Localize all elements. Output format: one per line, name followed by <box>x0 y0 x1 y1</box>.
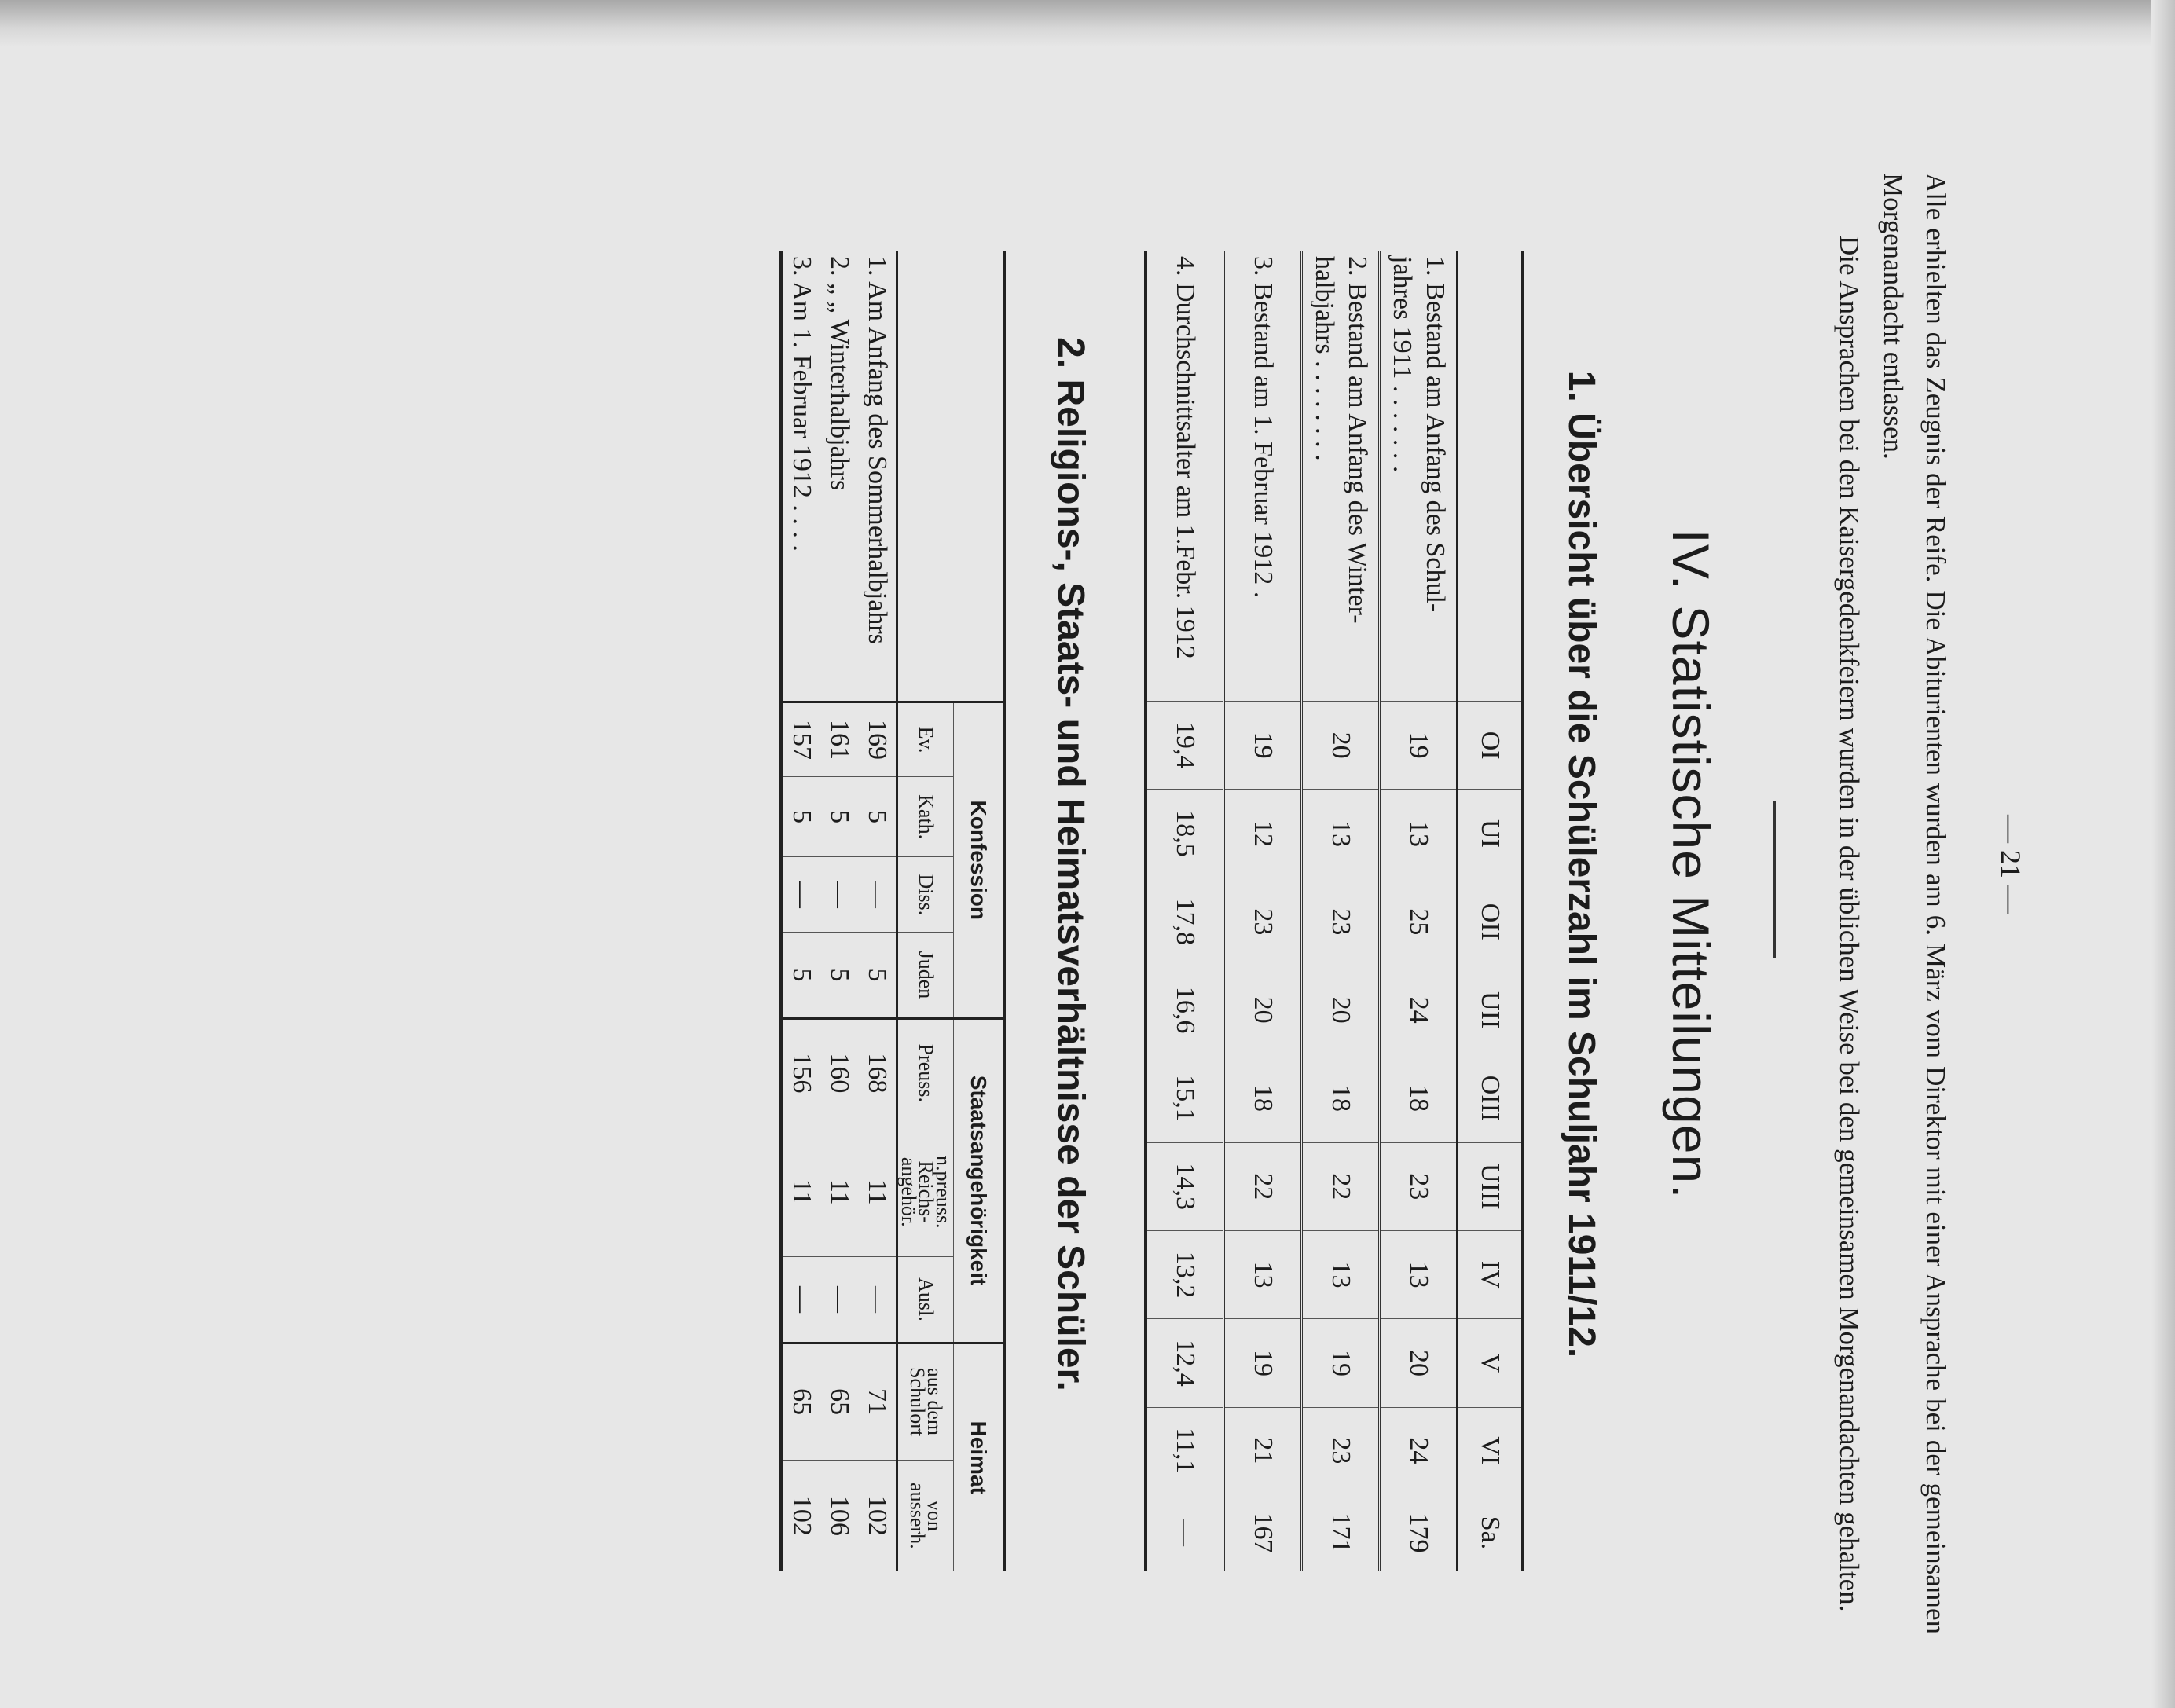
table-cell: — <box>820 857 858 933</box>
table-cell: 11 <box>858 1127 897 1257</box>
table-row <box>1224 251 1302 1571</box>
table-cell: 24 <box>1380 1407 1458 1494</box>
table-row <box>1380 251 1458 1571</box>
table-cell: 21 <box>1224 1407 1302 1494</box>
paragraph-abiturienten: Alle erhielten das Zeugnis der Reife. Die Abiturienten wurden am 6. März vom Direktor mit einer Ansprache bei der gemeinsamen Morgenandacht entlassen. <box>1878 173 1951 1634</box>
table-cell: 16,6 <box>1146 966 1224 1054</box>
table-cell: 18,5 <box>1146 790 1224 878</box>
page-number: — 21 — <box>1995 815 2026 914</box>
table-cell: 23 <box>1302 1407 1380 1494</box>
table-cell: 19,4 <box>1146 702 1224 790</box>
table-cell: 13,2 <box>1146 1230 1224 1318</box>
table-cell: 156 <box>781 1018 820 1127</box>
table-cell: 71 <box>858 1343 897 1460</box>
row-label: 3. Bestand am 1. Februar 1912 . <box>1224 251 1302 702</box>
column-header-diss: Diss. <box>897 857 954 933</box>
table-cell: 12,4 <box>1146 1319 1224 1407</box>
table-cell: 22 <box>1224 1142 1302 1230</box>
table-cell: 65 <box>781 1343 820 1460</box>
column-header-ausl: Ausl. <box>897 1257 954 1343</box>
table-cell: 17,8 <box>1146 878 1224 966</box>
table-cell: 20 <box>1302 966 1380 1054</box>
table-cell: 18 <box>1380 1054 1458 1142</box>
table-cell: 65 <box>820 1343 858 1460</box>
table-cell: — <box>781 857 820 933</box>
table-cell: 22 <box>1302 1142 1380 1230</box>
table-cell: 11,1 <box>1146 1407 1224 1494</box>
table-cell: 106 <box>820 1460 858 1571</box>
column-header-reichsangehoerig: n.preuss. Reichs- angehör. <box>897 1127 954 1257</box>
table-cell: 13 <box>1380 790 1458 878</box>
table-cell: 13 <box>1302 790 1380 878</box>
column-header-ausserhalb: von ausserh. <box>897 1460 954 1571</box>
row-label: 4. Durchschnittsalter am 1.Febr. 1912 <box>1171 256 1200 659</box>
column-header-kath: Kath. <box>897 776 954 856</box>
table-row <box>1146 251 1224 1571</box>
table-cell: — <box>781 1257 820 1343</box>
table-cell: — <box>820 1257 858 1343</box>
religion-staat-heimat-table <box>779 251 1006 1571</box>
column-header-preuss: Preuss. <box>897 1018 954 1127</box>
table-cell: — <box>1146 1494 1224 1571</box>
table-cell: 14,3 <box>1146 1142 1224 1230</box>
table-cell: 15,1 <box>1146 1054 1224 1142</box>
row-label: 3. Am 1. Februar 1912 . . . . <box>787 256 816 552</box>
table-cell: 11 <box>820 1127 858 1257</box>
table-cell: 161 <box>820 702 858 777</box>
table-cell: 23 <box>1302 878 1380 966</box>
column-header: VI <box>1458 1407 1524 1494</box>
table-row <box>781 251 820 1571</box>
table-cell: 102 <box>858 1460 897 1571</box>
row-label: 1. Bestand am Anfang des Schul- jahres 1911 . . . . . . . <box>1380 251 1458 702</box>
table-cell: 24 <box>1380 966 1458 1054</box>
table-cell: 18 <box>1224 1054 1302 1142</box>
table-row <box>1302 251 1380 1571</box>
column-header: OI <box>1458 702 1524 790</box>
table-cell: 167 <box>1224 1494 1302 1571</box>
table-cell: 102 <box>781 1460 820 1571</box>
group-header-heimat: Heimat <box>954 1343 1005 1571</box>
header-blank <box>1458 251 1524 702</box>
table-cell: — <box>858 857 897 933</box>
column-header: OIII <box>1458 1054 1524 1142</box>
paragraph-kaisergedenkfeiern <box>1828 173 1870 1634</box>
scan-top-shadow <box>0 0 2175 47</box>
group-header-konfession: Konfession <box>954 702 1005 1019</box>
table-cell: 160 <box>820 1018 858 1127</box>
table-cell: 5 <box>858 776 897 856</box>
table-cell: 19 <box>1224 702 1302 790</box>
table-cell: 23 <box>1380 1142 1458 1230</box>
table-row <box>820 251 858 1571</box>
table-row <box>858 251 897 1571</box>
table-cell: 25 <box>1380 878 1458 966</box>
section-title: IV. Statistische Mitteilungen. <box>1662 529 1720 1200</box>
paragraph-kaisergedenkfeiern-text: Die Ansprachen bei den Kaisergedenkfeiern wurden in der üblichen Weise bei den gemeinsamen Morgenandachten gehalten. <box>1834 236 1865 1612</box>
table-cell: 19 <box>1380 702 1458 790</box>
row-label: 2. Bestand am Anfang des Winter- halbjahrs . . . . . . . . <box>1302 251 1380 702</box>
column-header-ev: Ev. <box>897 702 954 777</box>
table-cell: 20 <box>1380 1319 1458 1407</box>
subsection-1-title: 1. Übersicht über die Schülerzahl im Schuljahr 1911/12. <box>1561 370 1602 1358</box>
table-cell: 5 <box>858 933 897 1018</box>
table-cell: 5 <box>781 933 820 1018</box>
table-cell: 13 <box>1224 1230 1302 1318</box>
header-blank <box>897 251 1005 702</box>
table-cell: 19 <box>1224 1319 1302 1407</box>
table-cell: 171 <box>1302 1494 1380 1571</box>
table-header-row <box>1458 251 1524 1571</box>
table-cell: 23 <box>1224 878 1302 966</box>
subsection-2-title: 2. Religions-, Staats- und Heimatsverhältnisse der Schüler. <box>1050 337 1091 1391</box>
column-header-schulort: aus dem Schulort <box>897 1343 954 1460</box>
column-header: OII <box>1458 878 1524 966</box>
scan-right-shadow <box>2151 0 2175 1708</box>
table-cell: 5 <box>781 776 820 856</box>
table-cell: 11 <box>781 1127 820 1257</box>
column-header: UII <box>1458 966 1524 1054</box>
table-cell: — <box>858 1257 897 1343</box>
table-cell: 13 <box>1302 1230 1380 1318</box>
column-header: V <box>1458 1319 1524 1407</box>
table-cell: 19 <box>1302 1319 1380 1407</box>
column-header: IV <box>1458 1230 1524 1318</box>
column-header-juden: Juden <box>897 933 954 1018</box>
row-label: 1. Am Anfang des Sommerhalbjahrs <box>863 256 892 644</box>
table-cell: 12 <box>1224 790 1302 878</box>
table-cell: 179 <box>1380 1494 1458 1571</box>
table-cell: 18 <box>1302 1054 1380 1142</box>
table-group-header-row <box>954 251 1005 1571</box>
row-label: 2. „ „ Winterhalbjahrs <box>825 256 854 491</box>
group-header-staatsangehoerigkeit: Staatsangehörigkeit <box>954 1018 1005 1343</box>
column-header: UI <box>1458 790 1524 878</box>
column-header: UIII <box>1458 1142 1524 1230</box>
rotated-document-page <box>0 63 2043 1666</box>
table-cell: 13 <box>1380 1230 1458 1318</box>
schuelerzahl-table <box>1144 251 1524 1571</box>
separator-rule <box>1773 801 1776 958</box>
table-cell: 157 <box>781 702 820 777</box>
table-cell: 168 <box>858 1018 897 1127</box>
table-cell: 20 <box>1302 702 1380 790</box>
table-cell: 5 <box>820 776 858 856</box>
table-cell: 5 <box>820 933 858 1018</box>
table-cell: 20 <box>1224 966 1302 1054</box>
column-header: Sa. <box>1458 1494 1524 1571</box>
table-cell: 169 <box>858 702 897 777</box>
